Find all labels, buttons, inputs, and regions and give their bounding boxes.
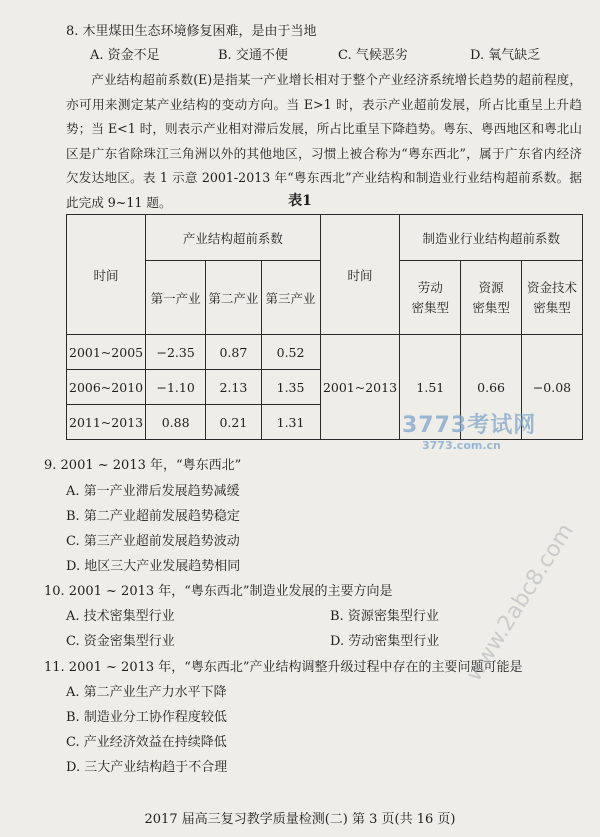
header-mfg-coef: 制造业行业结构超前系数 xyxy=(400,215,583,261)
table-title: 表1 xyxy=(288,193,312,209)
mfg-labor-value: 1.51 xyxy=(400,335,461,440)
q11-option-d[interactable]: D. 三大产业结构趋于不合理 xyxy=(66,760,228,775)
row-period: 2011~2013 xyxy=(67,405,146,440)
row-period: 2001~2005 xyxy=(67,335,146,370)
question-8-stem: 8. 木里煤田生态环境修复困难，是由于当地 xyxy=(66,24,317,39)
watermark-main-text: 3773考试网 xyxy=(402,413,537,438)
header-time-2: 时间 xyxy=(320,215,400,335)
mfg-capital-value: −0.08 xyxy=(521,335,582,440)
q10-option-d[interactable]: D. 劳动密集型行业 xyxy=(330,634,440,649)
row-period: 2006~2010 xyxy=(67,370,146,405)
q11-option-b[interactable]: B. 制造业分工协作程度较低 xyxy=(66,710,227,725)
passage-paragraph: 产业结构超前系数(E)是指某一产业增长相对于整个产业经济系统增长趋势的超前程度，亦可用来测定某产业结构的变动方向。当 E>1 时，表示产业超前发展，所占比重呈上升趋势；当 E<1 时，则表示产业相对滞后发展，所占比重呈下降趋势。粤东、粤西地区和粤北山区是广东省除珠江三角洲以外的其他地区，习惯上被合称为“粤东西北”，属于广东省内经济欠发达地区。表 1 示意 2001-2013 年“粤东西北”产业结构和制造业行业结构超前系数。据此完成 9~11 题。 xyxy=(66,72,582,210)
row-value: 1.35 xyxy=(261,370,320,405)
header-time: 时间 xyxy=(67,215,146,335)
page-footer: 2017 届高三复习教学质量检测(二) 第 3 页(共 16 页) xyxy=(144,812,456,827)
question-8-options xyxy=(66,44,586,62)
q9-option-b[interactable]: B. 第二产业超前发展趋势稳定 xyxy=(66,509,240,524)
q8-option-b[interactable]: B. 交通不便 xyxy=(218,48,288,63)
row-value: 0.52 xyxy=(261,335,320,370)
table-row xyxy=(67,335,583,370)
data-table xyxy=(66,214,583,440)
row-value: 2.13 xyxy=(206,370,261,405)
header-primary: 第一产业 xyxy=(146,261,206,335)
watermark-url: 3773.com.cn xyxy=(422,439,501,452)
q11-option-c[interactable]: C. 产业经济效益在持续降低 xyxy=(66,735,227,750)
q9-option-d[interactable]: D. 地区三大产业发展趋势相同 xyxy=(66,559,241,574)
header-secondary: 第二产业 xyxy=(206,261,261,335)
row-value: 0.88 xyxy=(146,405,206,440)
question-11-stem: 11. 2001 ~ 2013 年，“粤东西北”产业结构调整升级过程中存在的主要问题可能是 xyxy=(44,660,523,675)
q9-option-c[interactable]: C. 第三产业超前发展趋势波动 xyxy=(66,534,240,549)
mfg-period: 2001~2013 xyxy=(320,335,400,440)
question-10-stem: 10. 2001 ~ 2013 年，“粤东西北”制造业发展的主要方向是 xyxy=(44,584,393,599)
header-capital-tech-intensive: 资金技术 密集型 xyxy=(521,261,582,335)
row-value: 0.87 xyxy=(206,335,261,370)
q10-option-a[interactable]: A. 技术密集型行业 xyxy=(66,609,175,624)
row-value: 1.31 xyxy=(261,405,320,440)
q8-option-c[interactable]: C. 气候恶劣 xyxy=(338,48,408,63)
question-9-stem: 9. 2001 ~ 2013 年，“粤东西北” xyxy=(44,458,242,473)
header-tertiary: 第三产业 xyxy=(261,261,320,335)
mfg-resource-value: 0.66 xyxy=(461,335,522,440)
row-value: −1.10 xyxy=(146,370,206,405)
watermark-logo xyxy=(402,408,536,452)
q11-option-a[interactable]: A. 第二产业生产力水平下降 xyxy=(66,685,227,700)
q10-option-b[interactable]: B. 资源密集型行业 xyxy=(330,609,439,624)
watermark-diagonal: www.2abc8.com xyxy=(461,519,579,686)
row-value: −2.35 xyxy=(146,335,206,370)
q9-option-a[interactable]: A. 第一产业滞后发展趋势减缓 xyxy=(66,484,240,499)
q8-option-d[interactable]: D. 氧气缺乏 xyxy=(470,48,541,63)
row-value: 0.21 xyxy=(206,405,261,440)
q10-option-c[interactable]: C. 资金密集型行业 xyxy=(66,634,175,649)
q8-option-a[interactable]: A. 资金不足 xyxy=(90,48,160,63)
header-industry-coef: 产业结构超前系数 xyxy=(146,215,320,261)
header-resource-intensive: 资源 密集型 xyxy=(461,261,522,335)
header-labor-intensive: 劳动 密集型 xyxy=(400,261,461,335)
